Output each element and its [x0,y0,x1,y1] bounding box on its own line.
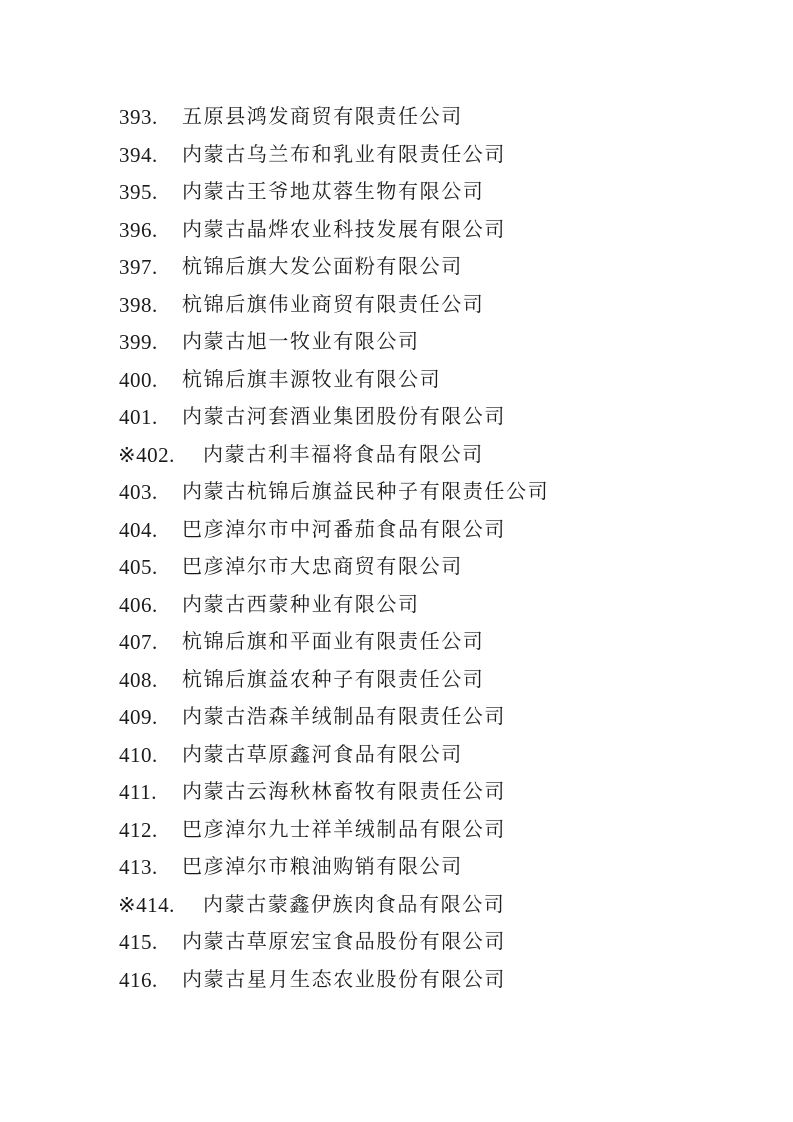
item-number: 407. [119,630,158,654]
item-number: 394. [119,142,158,167]
item-number: 400. [119,367,158,392]
list-item [0,962,793,1000]
item-number: 412. [119,817,158,842]
item-company-name: 巴彦淖尔市中河番茄食品有限公司 [182,518,506,541]
item-company-name: 内蒙古利丰福将食品有限公司 [203,443,484,466]
item-company-name: 内蒙古星月生态农业股份有限公司 [182,968,506,991]
item-company-name: 内蒙古草原鑫河食品有限公司 [182,743,463,766]
item-company-name: 内蒙古蒙鑫伊族肉食品有限公司 [203,893,506,916]
list-item [0,924,793,962]
item-company-name: 巴彦淖尔市粮油购销有限公司 [182,856,463,878]
list-item [0,362,793,400]
list-item-starred [0,437,793,475]
item-number: 399. [119,330,158,354]
item-company-name: 五原县鸿发商贸有限责任公司 [182,106,463,128]
item-company-name: 杭锦后旗大发公面粉有限公司 [182,256,463,278]
item-number: 406. [119,592,158,617]
item-company-name: 杭锦后旗丰源牧业有限公司 [182,368,442,391]
list-item [0,587,793,625]
item-company-name: 内蒙古晶烨农业科技发展有限公司 [182,218,506,241]
item-company-name: 内蒙古杭锦后旗益民种子有限责任公司 [182,481,550,503]
item-company-name: 内蒙古乌兰布和乳业有限责任公司 [182,143,506,166]
item-company-name: 内蒙古河套酒业集团股份有限公司 [182,406,506,428]
item-number: 395. [119,180,158,204]
item-number: 405. [119,555,158,579]
list-item [0,174,793,212]
item-number: 413. [119,855,158,879]
list-item-starred [0,887,793,925]
list-item [0,287,793,325]
list-item [0,812,793,850]
list-item [0,249,793,287]
list-item [0,474,793,512]
list-item [0,324,793,362]
list-item [0,512,793,550]
list-item [0,99,793,137]
item-number: 411. [119,780,157,804]
company-list [0,99,793,999]
item-company-name: 内蒙古西蒙种业有限公司 [182,593,420,616]
item-company-name: 内蒙古云海秋林畜牧有限责任公司 [182,781,506,803]
list-item [0,624,793,662]
item-number: 396. [119,217,158,242]
list-item [0,737,793,775]
item-company-name: 巴彦淖尔九士祥羊绒制品有限公司 [182,818,506,841]
list-item [0,549,793,587]
list-item [0,137,793,175]
item-number: 401. [119,405,158,429]
item-company-name: 杭锦后旗伟业商贸有限责任公司 [182,293,485,316]
list-item [0,849,793,887]
item-company-name: 内蒙古王爷地苁蓉生物有限公司 [182,181,485,203]
list-item [0,774,793,812]
item-number: 408. [119,667,158,692]
list-item [0,662,793,700]
item-company-name: 杭锦后旗和平面业有限责任公司 [182,631,485,653]
list-item [0,699,793,737]
item-number: ※414. [118,892,175,917]
item-number: 410. [119,742,158,767]
item-number: 393. [119,105,158,129]
item-company-name: 内蒙古草原宏宝食品股份有限公司 [182,931,506,953]
item-number: 415. [119,930,158,954]
item-company-name: 内蒙古旭一牧业有限公司 [182,331,420,353]
item-number: 416. [119,967,158,992]
item-company-name: 内蒙古浩森羊绒制品有限责任公司 [182,706,506,728]
item-number: 397. [119,255,158,279]
item-number: 403. [119,480,158,504]
list-item [0,399,793,437]
item-company-name: 杭锦后旗益农种子有限责任公司 [182,668,485,691]
item-number: 404. [119,517,158,542]
item-number: ※402. [118,442,175,467]
item-number: 398. [119,292,158,317]
item-company-name: 巴彦淖尔市大忠商贸有限公司 [182,556,463,578]
item-number: 409. [119,705,158,729]
list-item [0,212,793,250]
